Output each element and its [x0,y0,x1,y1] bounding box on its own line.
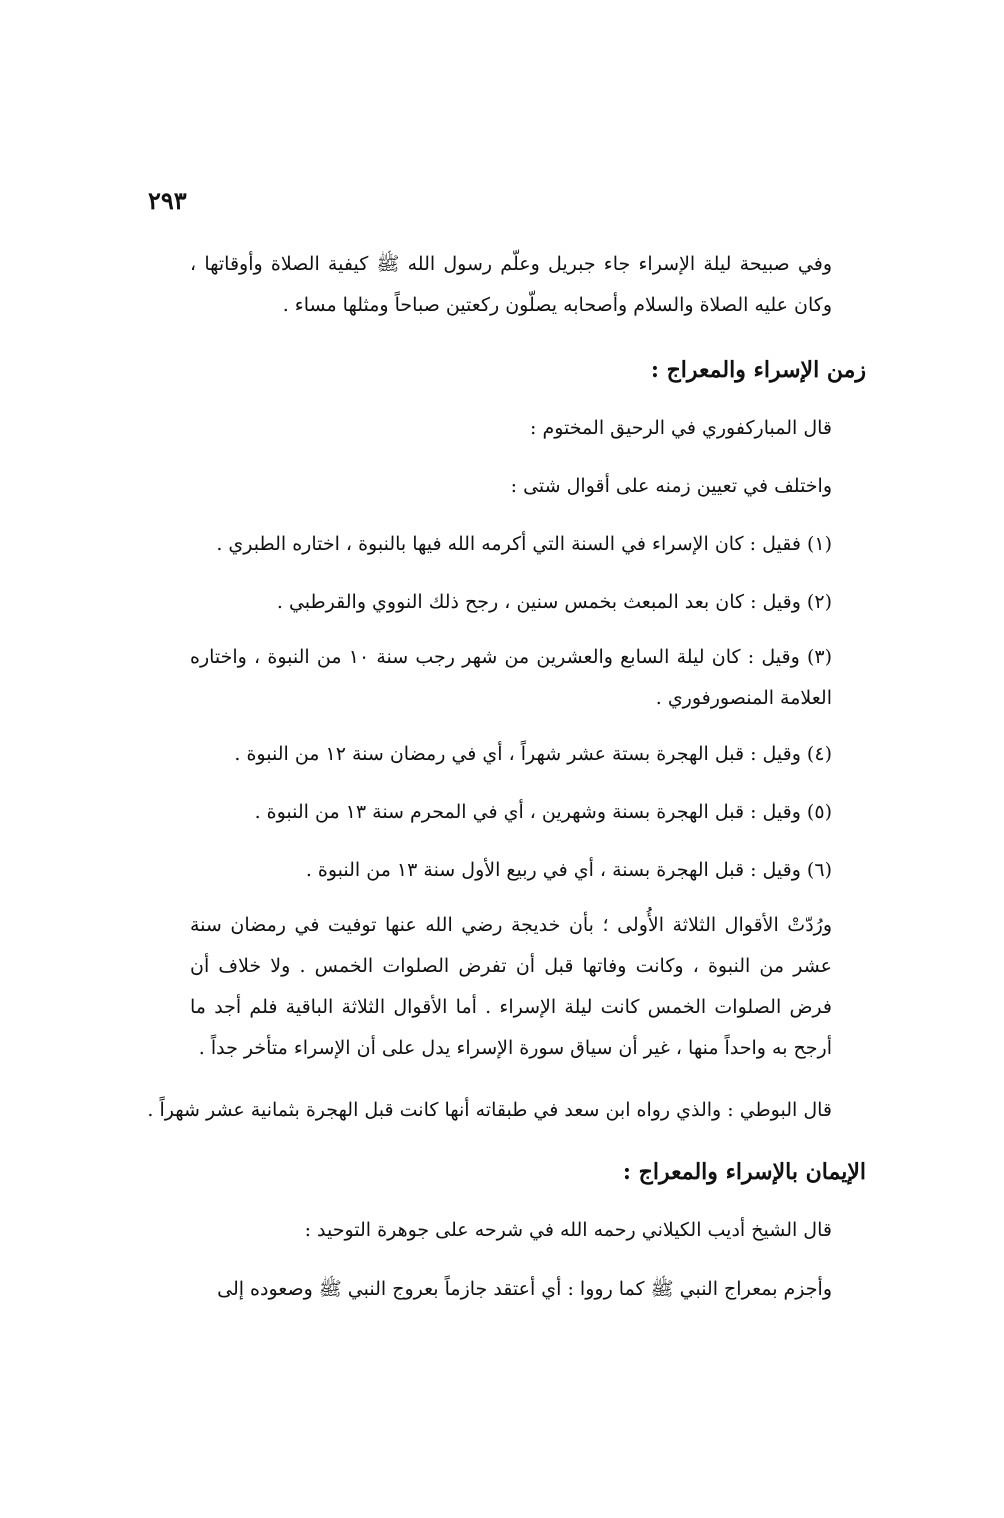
list-item-opinion-6: (٦) وقيل : قبل الهجرة بسنة ، أي في ربيع الأول سنة ١٣ من النبوة . [305,859,832,881]
paragraph-miraj-belief: وأجزم بمعراج النبي ﷺ كما رووا : أي أعتقد جازماً بعروج النبي ﷺ وصعوده إلى [217,1278,832,1300]
quote-intro-mubarakfuri: قال المباركفوري في الرحيق المختوم : [530,417,832,439]
list-item-opinion-3: (٣) وقيل : كان ليلة السابع والعشرين من شهر رجب سنة ١٠ من النبوة ، واختاره العلامة المنصورفوري . [190,646,832,709]
paragraph-refutation: ورُدّتْ الأقوال الثلاثة الأُولى ؛ بأن خديجة رضي الله عنها توفيت في رمضان سنة عشر من النبوة ، وكانت وفاتها قبل أن تفرض الصلوات الخمس . ولا خلاف أن فرض الصلوات الخمس كانت ليلة الإسراء . أما الأقوال الثلاثة الباقية فلم أجد ما أرجح به واحداً منها ، غير أن سياق سورة الإسراء يدل على أن الإسراء متأخر جداً . [190,914,832,1059]
section-heading-isra-time: زمن الإسراء والمعراج : [650,357,866,383]
quote-intro-kilani: قال الشيخ أديب الكيلاني رحمه الله في شرحه على جوهرة التوحيد : [304,1219,832,1241]
paragraph-bouti: قال البوطي : والذي رواه ابن سعد في طبقاته أنها كانت قبل الهجرة بثمانية عشر شهراً . [147,1099,832,1121]
paragraph-opinions-intro: واختلف في تعيين زمنه على أقوال شتى : [510,475,832,497]
page-number: ٢٩٣ [148,186,187,215]
list-item-opinion-4: (٤) وقيل : قبل الهجرة بستة عشر شهراً ، أي في رمضان سنة ١٢ من النبوة . [234,743,832,765]
section-heading-belief: الإيمان بالإسراء والمعراج : [622,1159,866,1185]
list-item-opinion-2: (٢) وقيل : كان بعد المبعث بخمس سنين ، رجح ذلك النووي والقرطبي . [276,591,832,613]
list-item-opinion-5: (٥) وقيل : قبل الهجرة بسنة وشهرين ، أي في المحرم سنة ١٣ من النبوة . [254,801,832,823]
list-item-opinion-1: (١) فقيل : كان الإسراء في السنة التي أكرمه الله فيها بالنبوة ، اختاره الطبري . [216,533,832,555]
paragraph-morning-prayer: وفي صبيحة ليلة الإسراء جاء جبريل وعلّم رسول الله ﷺ كيفية الصلاة وأوقاتها ، وكان عليه الصلاة والسلام وأصحابه يصلّون ركعتين صباحاً ومثلها مساء . [190,253,832,316]
